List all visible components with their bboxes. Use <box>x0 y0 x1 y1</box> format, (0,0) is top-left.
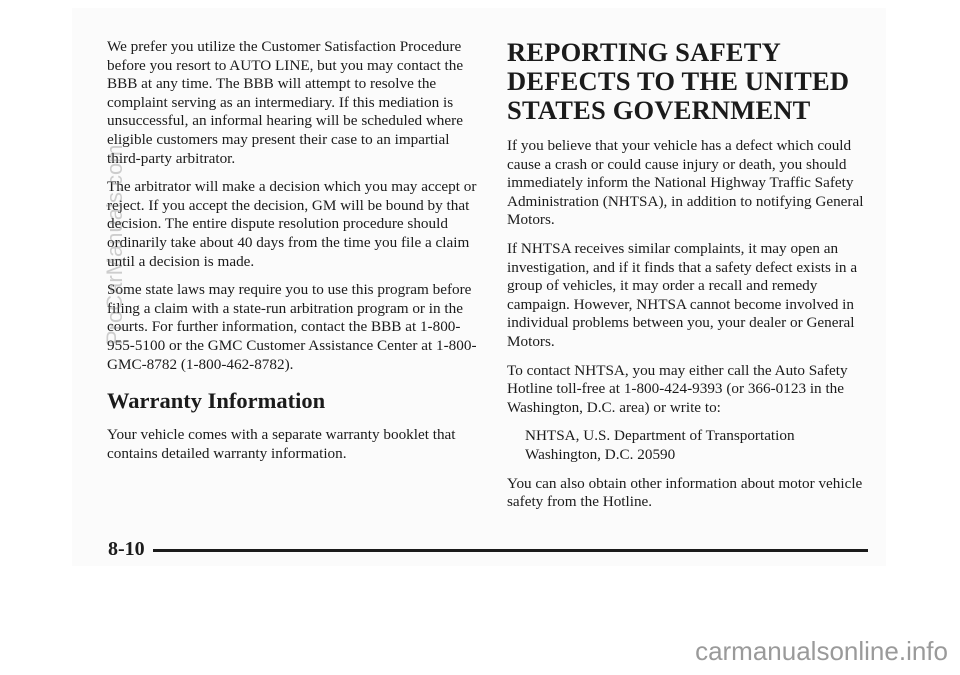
paragraph-hotline: You can also obtain other information about motor vehicle safety from the Hotline. <box>507 474 863 511</box>
warranty-heading: Warranty Information <box>107 388 326 414</box>
nhtsa-address <box>507 427 865 464</box>
paragraph-customer-satisfaction: We prefer you utilize the Customer Satisfaction Procedure before you resort to AUTO LINE, but you may contact the BBB at any time. The BBB will attempt to resolve the complaint serving as an intermediary. If this mediation is unsuccessful, an informal hearing will be scheduled where eligible customers may present their case to an impartial third-party arbitrator. <box>107 38 464 167</box>
address-line-1: NHTSA, U.S. Department of Transportation <box>525 427 795 445</box>
watermark-bottom: carmanualsonline.info <box>695 636 948 666</box>
page-number: 8-10 <box>108 537 145 560</box>
watermark-vertical: ProCarManuals.com <box>102 144 127 345</box>
address-line-2: Washington, D.C. 20590 <box>525 445 676 463</box>
paragraph-contact-nhtsa: To contact NHTSA, you may either call the Auto Safety Hotline toll-free at 1-800-424-9393 (or 366-0123 in the Washington, D.C. area) or write to: <box>507 361 848 416</box>
paragraph-state-laws: Some state laws may require you to use this program before filing a claim with a state-run arbitration program or in the courts. For further information, contact the BBB at 1-800-955-5100 or the GMC Customer Assistance Center at 1-800-GMC-8782 (1-800-462-8782). <box>107 281 477 373</box>
page-footer <box>108 535 868 563</box>
safety-defects-heading: REPORTING SAFETY DEFECTS TO THE UNITED STATES GOVERNMENT <box>507 37 850 125</box>
paragraph-warranty: Your vehicle comes with a separate warranty booklet that contains detailed warranty information. <box>107 426 456 462</box>
right-column <box>507 38 865 522</box>
footer-rule <box>153 549 868 552</box>
paragraph-nhtsa-complaints: If NHTSA receives similar complaints, it may open an investigation, and if it finds that a safety defect exists in a group of vehicles, it may order a recall and remedy campaign. However, NHTSA cannot become involved in individual problems between you, your dealer or General Motors. <box>507 239 858 350</box>
paragraph-believe-defect: If you believe that your vehicle has a defect which could cause a crash or could cause injury or death, you should immediately inform the National Highway Traffic Safety Administration (NHTSA), in addition to notifying General Motors. <box>507 137 864 229</box>
left-column <box>107 38 477 473</box>
paragraph-arbitrator: The arbitrator will make a decision which you may accept or reject. If you accept the decision, GM will be bound by that decision. The entire dispute resolution procedure should ordinarily take about 40 days from the time you file a claim until a decision is made. <box>107 178 477 270</box>
